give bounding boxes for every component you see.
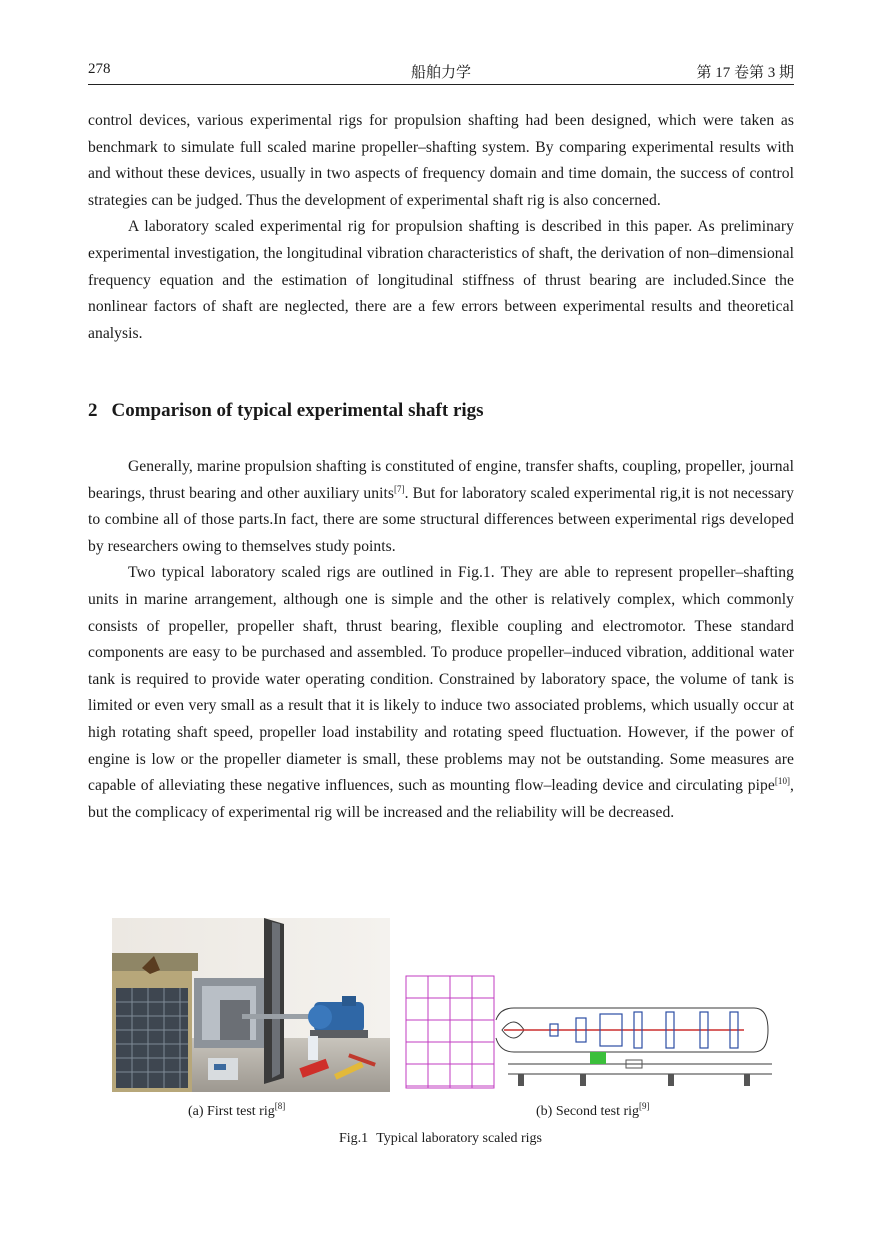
section-2-paragraph-1: [88, 454, 794, 560]
journal-name: 船舶力学: [410, 65, 471, 81]
subfigure-a-caption: [188, 1101, 286, 1120]
figure-label: Fig.1: [339, 1131, 369, 1146]
paragraph-text: Two typical laboratory scaled rigs are outlined in Fig.1. They are able to represent propeller–shafting units in marine arrangement, although one is simple and the other is relatively complex, which commonly consists of propeller, propeller shaft, thrust bearing, flexible coupling and electromotor. These standard components are easy to be purchased and assembled. To produce propeller–induced vibration, additional water tank is required to provide water operating condition. Constrained by laboratory space, the volume of tank is limited or even very small as a result that it is likely to induce two associated problems, which usually occur at high rotating shaft speed, propeller load instability and rotating speed fluctuation. However, if the power of engine is low or the propeller diameter is small, these problems may not be outstanding. Some measures are capable of alleviating these negative influences, such as mounting flow–leading device and circulating pipe: [88, 564, 794, 795]
subfigure-b-caption: [536, 1101, 650, 1120]
section-number: 2: [88, 400, 98, 421]
second-test-rig-drawing: [404, 968, 776, 1092]
rig-photo-illustration: [112, 918, 390, 1092]
section-2-paragraph-2: [88, 560, 794, 826]
figure-caption-text: Typical laboratory scaled rigs: [376, 1131, 542, 1146]
paragraph-text: Generally, marine propulsion shafting is constituted of engine, transfer shafts, coupling, propeller, journal bearings, thrust bearing and other auxiliary units: [88, 458, 794, 502]
paragraph-text: . But for laboratory scaled experimental rig,it is not necessary to combine all of those parts.In fact, there are some structural differences between experimental rigs developed by researchers owing to themselves study points.: [88, 484, 795, 555]
volume-issue: 第 17 卷第 3 期: [696, 65, 794, 81]
running-header: [88, 58, 794, 85]
citation: [7]: [394, 483, 405, 494]
citation: [8]: [274, 1101, 286, 1111]
section-heading: [88, 400, 794, 422]
first-test-rig-photo: [112, 918, 390, 1092]
intro-text: [88, 108, 794, 347]
citation: [9]: [639, 1101, 650, 1111]
page-number: 278: [88, 61, 111, 77]
subfigure-b-label: (b) Second test rig: [536, 1104, 640, 1119]
citation: [10]: [774, 776, 791, 787]
subfigure-a-label: (a) First test rig: [188, 1104, 275, 1119]
paragraph-text: , but the complicacy of experimental rig will be increased and the reliability will be decreased.: [88, 777, 794, 821]
intro-paragraph-1: control devices, various experimental rigs for propulsion shafting had been designed, which were taken as benchmark to simulate full scaled marine propeller–shafting system. By comparing experimental results with and without these devices, usually in two aspects of frequency domain and time domain, the success of control strategies can be judged. Thus the development of experimental shaft rig is also concerned.: [88, 112, 794, 209]
section-2-text: [88, 454, 794, 826]
figure-caption: [0, 1131, 881, 1147]
section-title: Comparison of typical experimental shaft rigs: [111, 400, 484, 421]
intro-paragraph-2: A laboratory scaled experimental rig for propulsion shafting is described in this paper. As preliminary experimental investigation, the longitudinal vibration characteristics of shaft, the derivation of non–dimensional frequency equation and the estimation of longitudinal stiffness of thrust bearing are included.Since the nonlinear factors of shaft are neglected, there are a few errors between experimental results and theoretical analysis.: [88, 218, 794, 342]
rig-cad-drawing: [404, 968, 776, 1092]
